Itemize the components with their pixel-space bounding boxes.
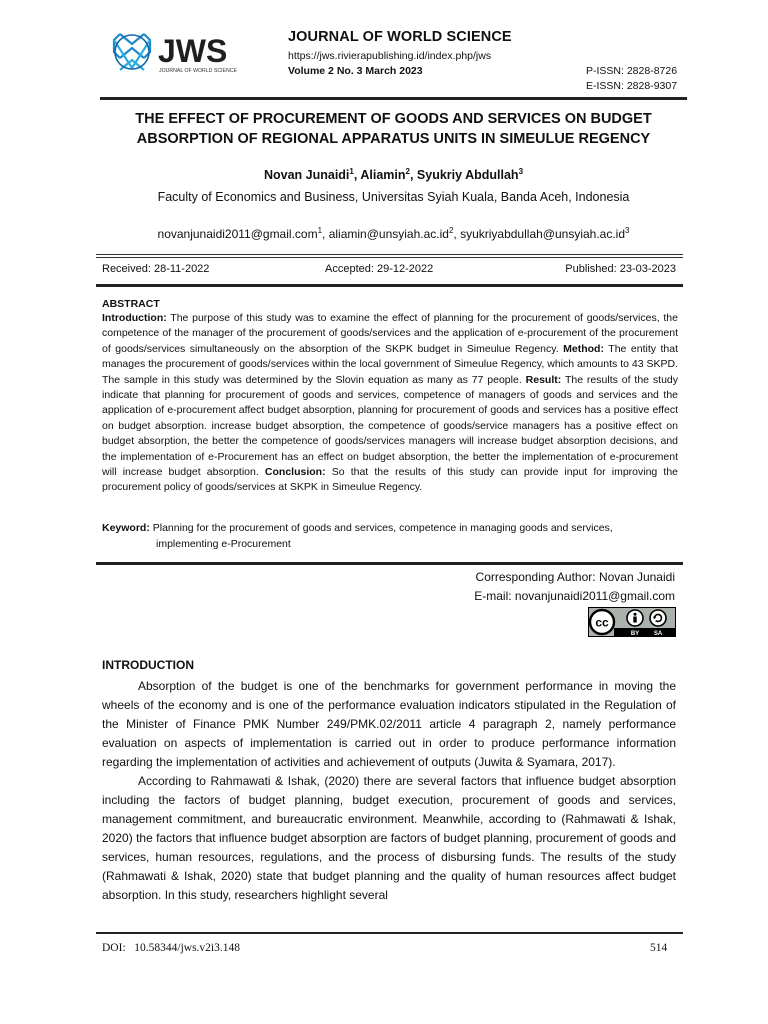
doi[interactable]: DOI: 10.58344/jws.v2i3.148 [102, 942, 240, 954]
author-email[interactable]: novanjunaidi2011@gmail.com [157, 227, 318, 241]
keyword-row [102, 520, 678, 552]
keyword-label: Keyword: [102, 522, 150, 534]
abstract-body [102, 311, 678, 496]
email-sup: 3 [625, 226, 630, 235]
author-list [100, 168, 687, 182]
email-sep: , [453, 227, 461, 241]
email-list [100, 227, 687, 241]
result-text: The results of the study indicate that planning for procurement of goods and services, competence of managers of goods and services and the application of e-procurement affect budget absorption, planning for procurement of goods and services has a positive effect on budget absorption. increase budget absorption, the competence of goods/service managers has a positive effect on budget absorption, the better the competence of goods/services managers will increase budget absorption decisions, and the implementation of e-Procurement has an effect on budget absorption, the better the implementation of e-procurement will increase budget absorption. [102, 373, 678, 479]
author-sup: 2 [405, 166, 410, 176]
svg-text:cc: cc [595, 615, 609, 630]
author-sep: , [409, 168, 417, 182]
published-date: Published: 23-03-2023 [565, 263, 676, 275]
journal-volume: Volume 2 No. 3 March 2023 [288, 65, 423, 77]
email-sup: 2 [448, 226, 454, 235]
title-line-2: ABSORPTION OF REGIONAL APPARATUS UNITS IN SIMEULUE REGENCY [136, 131, 651, 147]
jws-logo [110, 30, 256, 76]
by-icon [627, 610, 643, 626]
license-sa-label: SA [653, 631, 663, 637]
sa-icon [650, 610, 666, 626]
intro-label: Introduction: [102, 312, 167, 324]
logo-subtext: JOURNAL OF WORLD SCIENCE [159, 68, 237, 74]
title-line-1: THE EFFECT OF PROCUREMENT OF GOODS AND SERVICES ON BUDGET [135, 111, 652, 127]
affiliation: Faculty of Economics and Business, Universitas Syiah Kuala, Banda Aceh, Indonesia [157, 190, 630, 204]
introduction-body [102, 677, 676, 905]
header-divider [100, 97, 687, 100]
dates-divider-top-2 [96, 257, 683, 258]
keyword-text-1: Planning for the procurement of goods and services, competence in managing goods and services, [149, 522, 613, 534]
author-email[interactable]: aliamin@unsyiah.ac.id [328, 227, 449, 241]
abstract-divider [96, 562, 683, 565]
globe-icon [114, 34, 150, 70]
author-sup: 3 [518, 166, 524, 176]
keyword-text-2: implementing e-Procurement [156, 538, 291, 550]
corresponding-email[interactable]: E-mail: novanjunaidi2011@gmail.com [474, 589, 675, 603]
result-label: Result: [525, 373, 562, 386]
logo-text: JWS [158, 33, 228, 69]
email-sep: , [322, 227, 329, 241]
intro-text: The purpose of this study was to examine the effect of planning for the procurement of goods/services, the competence of the manager of the procurement of goods/services and the application of e-procurement of the procurement of goods/services simultaneously on the absorption of the SKPK budget in Simeulue Regency. [102, 312, 678, 355]
footer-divider [96, 932, 683, 934]
author-sup: 1 [349, 166, 354, 176]
journal-url[interactable]: https://jws.rivierapublishing.id/index.php/jws [288, 50, 492, 62]
dates-divider-top [96, 254, 683, 255]
email-sup: 1 [317, 226, 323, 235]
corresponding-author: Corresponding Author: Novan Junaidi [475, 570, 675, 584]
e-issn: E-ISSN: 2828-9307 [586, 80, 678, 92]
intro-paragraph-2: According to Rahmawati & Ishak, (2020) there are several factors that influence budget absorption including the factors of budget planning, budget execution, procurement of goods and services, management commitment, and bureaucratic environment. Meanwhile, according to (Rahmawati & Ishak, 2020) the factors that influence budget absorption are factors of budget planning, procurement of goods and services, human resources, regulations, and the process of disbursing funds. The results of the study (Rahmawati & Ishak, 2020) state that budget planning and the quality of human resources affect budget absorption. In this study, researchers highlight several [102, 774, 676, 902]
method-text: The entity that manages the procurement of goods/services within the local government of Simeulue Regency, which amounts to 43 SKPD. The sample in this study was determined by the Slovin equation as many as 77 people. [102, 342, 679, 386]
introduction-heading: INTRODUCTION [102, 658, 194, 672]
conclusion-label: Conclusion: [264, 466, 326, 479]
cc-icon [590, 610, 614, 634]
cc-by-sa-license-icon[interactable] [588, 607, 676, 637]
author-email[interactable]: syukriyabdullah@unsyiah.ac.id [460, 227, 626, 241]
p-issn: P-ISSN: 2828-8726 [586, 65, 678, 77]
accepted-date: Accepted: 29-12-2022 [325, 263, 434, 275]
author-name: Aliamin [360, 168, 406, 182]
license-by-label: BY [630, 631, 640, 637]
paper-title [100, 109, 687, 149]
author-name: Novan Junaidi [263, 168, 350, 182]
author-name: Syukriy Abdullah [416, 168, 519, 182]
conclusion-text: So that the results of this study can provide input for improving the procurement policy of goods/services at SKPK in Simeulue Regency. [102, 466, 678, 494]
intro-paragraph-1: Absorption of the budget is one of the benchmarks for government performance in moving the wheels of the economy and is one of the performance evaluation indicators stipulated in the Regulation of the Minister of Finance PMK Number 249/PMK.02/2011 article 4 paragraph 2, namely performance evaluation on aspects of implementation is carried out in order to produce performance information regarding the implementation of activities and achievement of outputs (Juwita & Syamara, 2017). [102, 679, 676, 769]
method-label: Method: [563, 342, 604, 355]
page-number: 514 [650, 942, 668, 954]
author-sep: , [353, 168, 361, 182]
abstract-heading: ABSTRACT [102, 298, 160, 310]
received-date: Received: 28-11-2022 [102, 263, 210, 275]
journal-title: JOURNAL OF WORLD SCIENCE [288, 29, 512, 45]
dates-divider-bottom [96, 284, 683, 287]
